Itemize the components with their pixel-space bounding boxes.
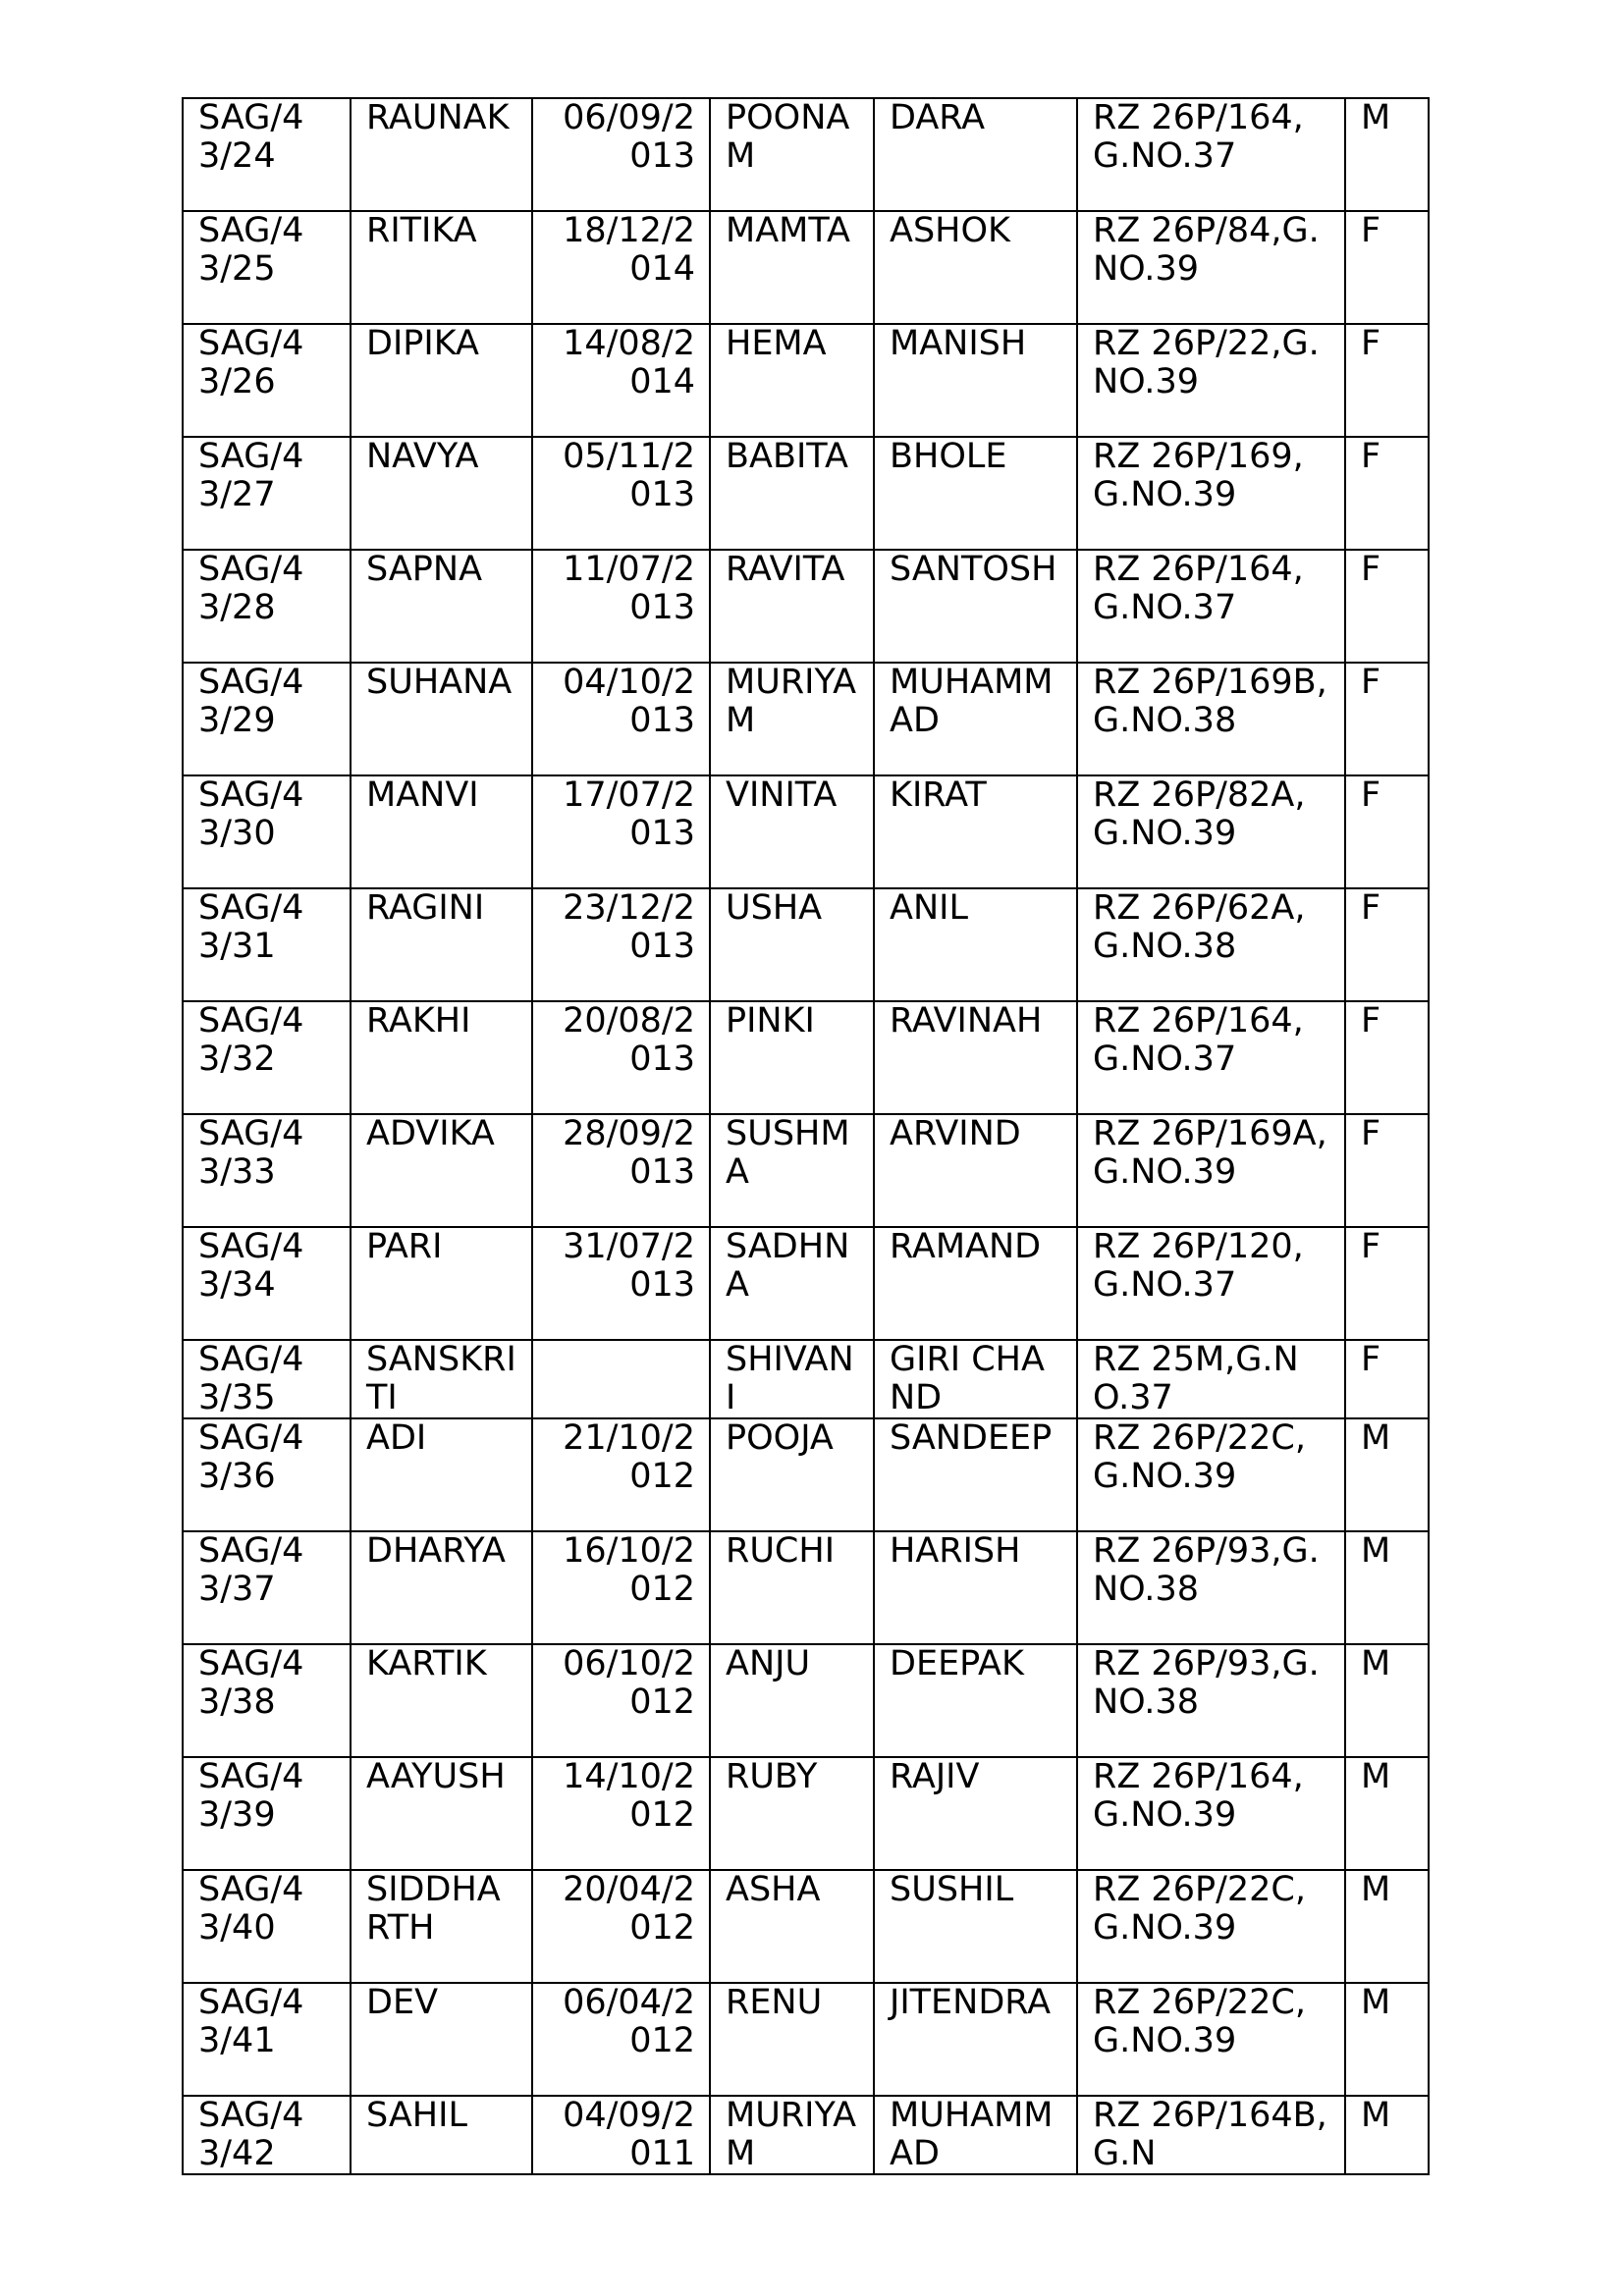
student-name-cell: KARTIK	[351, 1644, 532, 1757]
gender-cell: F	[1345, 437, 1429, 550]
student-name-cell: DEV	[351, 1983, 532, 2096]
father-name-cell: DARA	[874, 98, 1077, 211]
father-name-cell: SANTOSH	[874, 550, 1077, 663]
student-id-cell: SAG/43/29	[183, 663, 351, 775]
gender-cell: M	[1345, 1870, 1429, 1983]
student-roster-table	[182, 97, 1430, 2175]
address-cell: RZ 26P/62A,G.NO.38	[1077, 888, 1345, 1001]
date-of-birth-cell: 16/10/2012	[532, 1531, 710, 1644]
gender-cell: M	[1345, 1531, 1429, 1644]
student-id-cell: SAG/43/34	[183, 1227, 351, 1340]
student-name-cell: RITIKA	[351, 211, 532, 324]
student-name-cell: SUHANA	[351, 663, 532, 775]
mother-name-cell: MURIYAM	[710, 663, 874, 775]
mother-name-cell: SUSHMA	[710, 1114, 874, 1227]
address-cell: RZ 26P/169B,G.NO.38	[1077, 663, 1345, 775]
address-cell: RZ 26P/93,G.NO.38	[1077, 1644, 1345, 1757]
student-id-cell: SAG/43/37	[183, 1531, 351, 1644]
father-name-cell: HARISH	[874, 1531, 1077, 1644]
father-name-cell: SUSHIL	[874, 1870, 1077, 1983]
father-name-cell: DEEPAK	[874, 1644, 1077, 1757]
date-of-birth-cell: 18/12/2014	[532, 211, 710, 324]
gender-cell: M	[1345, 1644, 1429, 1757]
mother-name-cell: BABITA	[710, 437, 874, 550]
gender-cell: M	[1345, 98, 1429, 211]
student-id-cell: SAG/43/26	[183, 324, 351, 437]
father-name-cell: RAJIV	[874, 1757, 1077, 1870]
table-row	[183, 888, 1429, 1001]
student-name-cell: SAPNA	[351, 550, 532, 663]
student-name-cell: RAKHI	[351, 1001, 532, 1114]
mother-name-cell: POONAM	[710, 98, 874, 211]
table-row	[183, 1983, 1429, 2096]
date-of-birth-cell: 21/10/2012	[532, 1418, 710, 1531]
mother-name-cell: RAVITA	[710, 550, 874, 663]
mother-name-cell: ASHA	[710, 1870, 874, 1983]
gender-cell: M	[1345, 1983, 1429, 2096]
gender-cell: F	[1345, 775, 1429, 888]
address-cell: RZ 26P/164,G.NO.37	[1077, 550, 1345, 663]
student-id-cell: SAG/43/35	[183, 1340, 351, 1418]
gender-cell: F	[1345, 550, 1429, 663]
student-name-cell: DIPIKA	[351, 324, 532, 437]
date-of-birth-cell: 31/07/2013	[532, 1227, 710, 1340]
date-of-birth-cell: 17/07/2013	[532, 775, 710, 888]
date-of-birth-cell: 04/09/2011	[532, 2096, 710, 2174]
student-name-cell: ADI	[351, 1418, 532, 1531]
mother-name-cell: ANJU	[710, 1644, 874, 1757]
table-row	[183, 1757, 1429, 1870]
father-name-cell: MUHAMMAD	[874, 2096, 1077, 2174]
address-cell: RZ 26P/22C,G.NO.39	[1077, 1983, 1345, 2096]
student-id-cell: SAG/43/28	[183, 550, 351, 663]
student-name-cell: SAHIL	[351, 2096, 532, 2174]
gender-cell: M	[1345, 2096, 1429, 2174]
date-of-birth-cell: 06/10/2012	[532, 1644, 710, 1757]
address-cell: RZ 26P/22C,G.NO.39	[1077, 1870, 1345, 1983]
date-of-birth-cell: 11/07/2013	[532, 550, 710, 663]
gender-cell: F	[1345, 1114, 1429, 1227]
student-name-cell: RAUNAK	[351, 98, 532, 211]
mother-name-cell: PINKI	[710, 1001, 874, 1114]
mother-name-cell: RENU	[710, 1983, 874, 2096]
gender-cell: F	[1345, 324, 1429, 437]
student-name-cell: PARI	[351, 1227, 532, 1340]
gender-cell: F	[1345, 1340, 1429, 1418]
address-cell: RZ 26P/22C,G.NO.39	[1077, 1418, 1345, 1531]
student-name-cell: MANVI	[351, 775, 532, 888]
student-id-cell: SAG/43/27	[183, 437, 351, 550]
student-id-cell: SAG/43/30	[183, 775, 351, 888]
student-id-cell: SAG/43/38	[183, 1644, 351, 1757]
student-name-cell: SIDDHARTH	[351, 1870, 532, 1983]
student-name-cell: DHARYA	[351, 1531, 532, 1644]
student-id-cell: SAG/43/31	[183, 888, 351, 1001]
date-of-birth-cell: 14/10/2012	[532, 1757, 710, 1870]
father-name-cell: MANISH	[874, 324, 1077, 437]
table-row	[183, 1340, 1429, 1418]
student-id-cell: SAG/43/36	[183, 1418, 351, 1531]
table-row	[183, 1227, 1429, 1340]
father-name-cell: ASHOK	[874, 211, 1077, 324]
mother-name-cell: VINITA	[710, 775, 874, 888]
mother-name-cell: MAMTA	[710, 211, 874, 324]
table-row	[183, 1870, 1429, 1983]
table-row	[183, 98, 1429, 211]
student-id-cell: SAG/43/32	[183, 1001, 351, 1114]
student-id-cell: SAG/43/25	[183, 211, 351, 324]
address-cell: RZ 26P/169A,G.NO.39	[1077, 1114, 1345, 1227]
table-row	[183, 663, 1429, 775]
mother-name-cell: POOJA	[710, 1418, 874, 1531]
address-cell: RZ 26P/164B,G.N	[1077, 2096, 1345, 2174]
address-cell: RZ 26P/120,G.NO.37	[1077, 1227, 1345, 1340]
address-cell: RZ 26P/82A,G.NO.39	[1077, 775, 1345, 888]
table-row	[183, 1531, 1429, 1644]
table-row	[183, 775, 1429, 888]
father-name-cell: SANDEEP	[874, 1418, 1077, 1531]
date-of-birth-cell	[532, 1340, 710, 1418]
table-row	[183, 211, 1429, 324]
date-of-birth-cell: 05/11/2013	[532, 437, 710, 550]
student-id-cell: SAG/43/42	[183, 2096, 351, 2174]
father-name-cell: ANIL	[874, 888, 1077, 1001]
gender-cell: F	[1345, 1001, 1429, 1114]
address-cell: RZ 26P/22,G.NO.39	[1077, 324, 1345, 437]
date-of-birth-cell: 23/12/2013	[532, 888, 710, 1001]
gender-cell: F	[1345, 663, 1429, 775]
date-of-birth-cell: 04/10/2013	[532, 663, 710, 775]
student-id-cell: SAG/43/40	[183, 1870, 351, 1983]
date-of-birth-cell: 06/04/2012	[532, 1983, 710, 2096]
date-of-birth-cell: 06/09/2013	[532, 98, 710, 211]
mother-name-cell: RUBY	[710, 1757, 874, 1870]
student-name-cell: ADVIKA	[351, 1114, 532, 1227]
student-name-cell: RAGINI	[351, 888, 532, 1001]
father-name-cell: JITENDRA	[874, 1983, 1077, 2096]
father-name-cell: MUHAMMAD	[874, 663, 1077, 775]
father-name-cell: GIRI CHAND	[874, 1340, 1077, 1418]
gender-cell: F	[1345, 1227, 1429, 1340]
father-name-cell: ARVIND	[874, 1114, 1077, 1227]
table-row	[183, 550, 1429, 663]
mother-name-cell: HEMA	[710, 324, 874, 437]
table-row	[183, 1418, 1429, 1531]
student-name-cell: SANSKRITI	[351, 1340, 532, 1418]
address-cell: RZ 25M,G.NO.37	[1077, 1340, 1345, 1418]
gender-cell: M	[1345, 1757, 1429, 1870]
father-name-cell: BHOLE	[874, 437, 1077, 550]
mother-name-cell: RUCHI	[710, 1531, 874, 1644]
student-id-cell: SAG/43/41	[183, 1983, 351, 2096]
date-of-birth-cell: 28/09/2013	[532, 1114, 710, 1227]
student-name-cell: NAVYA	[351, 437, 532, 550]
gender-cell: M	[1345, 1418, 1429, 1531]
table-row	[183, 1001, 1429, 1114]
roster-body	[183, 98, 1429, 2174]
date-of-birth-cell: 20/04/2012	[532, 1870, 710, 1983]
gender-cell: F	[1345, 211, 1429, 324]
table-row	[183, 437, 1429, 550]
address-cell: RZ 26P/84,G.NO.39	[1077, 211, 1345, 324]
student-name-cell: AAYUSH	[351, 1757, 532, 1870]
date-of-birth-cell: 14/08/2014	[532, 324, 710, 437]
mother-name-cell: MURIYAM	[710, 2096, 874, 2174]
mother-name-cell: SHIVANI	[710, 1340, 874, 1418]
father-name-cell: RAMAND	[874, 1227, 1077, 1340]
address-cell: RZ 26P/164,G.NO.39	[1077, 1757, 1345, 1870]
father-name-cell: KIRAT	[874, 775, 1077, 888]
table-row	[183, 324, 1429, 437]
address-cell: RZ 26P/93,G.NO.38	[1077, 1531, 1345, 1644]
mother-name-cell: USHA	[710, 888, 874, 1001]
table-row	[183, 2096, 1429, 2174]
address-cell: RZ 26P/164,G.NO.37	[1077, 1001, 1345, 1114]
student-id-cell: SAG/43/39	[183, 1757, 351, 1870]
gender-cell: F	[1345, 888, 1429, 1001]
father-name-cell: RAVINAH	[874, 1001, 1077, 1114]
address-cell: RZ 26P/164,G.NO.37	[1077, 98, 1345, 211]
student-id-cell: SAG/43/33	[183, 1114, 351, 1227]
mother-name-cell: SADHNA	[710, 1227, 874, 1340]
table-row	[183, 1114, 1429, 1227]
table-row	[183, 1644, 1429, 1757]
student-id-cell: SAG/43/24	[183, 98, 351, 211]
address-cell: RZ 26P/169,G.NO.39	[1077, 437, 1345, 550]
date-of-birth-cell: 20/08/2013	[532, 1001, 710, 1114]
